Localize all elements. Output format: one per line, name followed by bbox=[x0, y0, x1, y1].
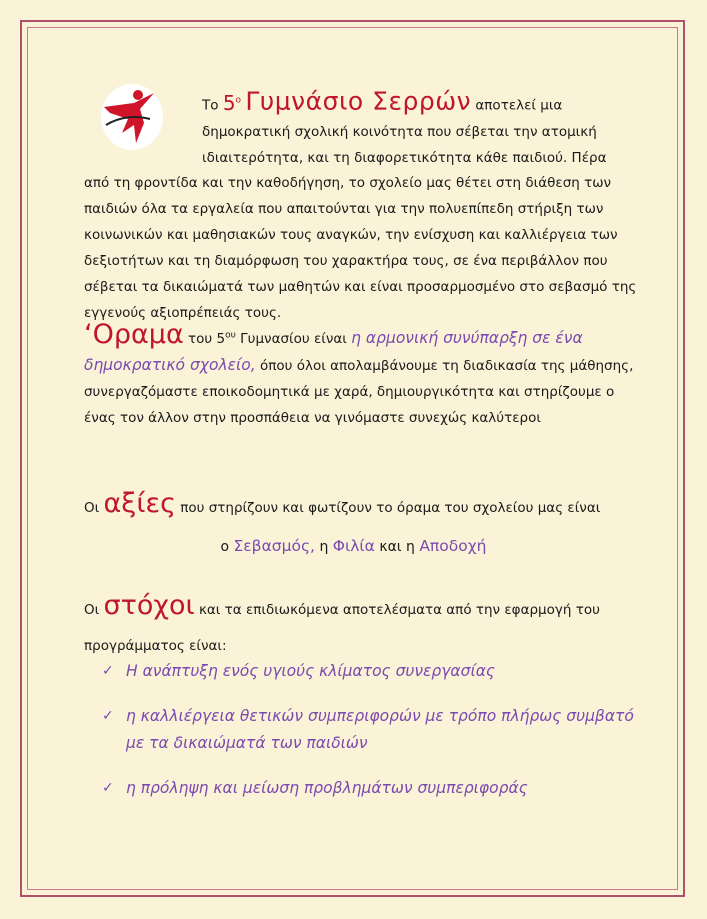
value-friendship: Φιλία bbox=[332, 537, 375, 555]
goals-prefix: Οι bbox=[84, 602, 100, 618]
goal-list bbox=[102, 658, 642, 802]
svg-text:5: 5 bbox=[142, 108, 149, 118]
intro-line2: δημοκρατική σχολική κοινότητα που σέβεται την ατομική bbox=[202, 123, 597, 140]
value-acceptance: Αποδοχή bbox=[419, 537, 487, 555]
values-eta1: η bbox=[319, 539, 329, 555]
school-logo-icon bbox=[100, 83, 164, 151]
intro-line1-end: αποτελεί μια bbox=[475, 97, 563, 114]
vision-sup: ου bbox=[225, 330, 236, 341]
values-prefix: Οι bbox=[84, 500, 100, 516]
values-list bbox=[0, 537, 707, 555]
intro-line3: ιδιαιτερότητα, και τη διαφορετικότητα κάθε παιδιού. Πέρα bbox=[202, 149, 607, 166]
check-icon: ✓ bbox=[102, 780, 114, 796]
goal-item bbox=[102, 658, 642, 685]
check-icon: ✓ bbox=[102, 663, 114, 679]
values-heading: αξίες bbox=[103, 488, 176, 519]
values-text: που στηρίζουν και φωτίζουν το όραμα του σχολείου μας είναι bbox=[180, 500, 601, 516]
goal-item bbox=[102, 703, 642, 757]
goals-text: και τα επιδιωκόμενα αποτελέσματα από την εφαρμογή του προγράμματος είναι: bbox=[84, 602, 600, 654]
vision-text2: Γυμνασίου είναι bbox=[235, 331, 352, 347]
intro-to: Το bbox=[202, 97, 219, 114]
value-respect: Σεβασμός, bbox=[233, 537, 315, 555]
vision-rest: όπου όλοι απολαμβάνουμε τη διαδικασία της μάθησης, συνεργαζόμαστε εποικοδομητικά με χαρά, δημιουργικότητα και στηρίζουμε ο ένας τον άλλον στην προσπάθεια να γινόμαστε συνεχώς καλύτεροι bbox=[84, 358, 634, 426]
vision-highlight: η αρμονική συνύπαρξη σε ένα δημοκρατικό σχολείο, bbox=[84, 329, 583, 374]
goal-text: Η ανάπτυξη ενός υγιούς κλίματος συνεργασίας bbox=[126, 662, 496, 680]
vision-text1: του 5 bbox=[183, 331, 226, 347]
school-name: Γυμνάσιο Σερρών bbox=[245, 86, 472, 116]
values-o: ο bbox=[220, 539, 230, 555]
goal-text: η πρόληψη και μείωση προβλημάτων συμπεριφοράς bbox=[126, 779, 528, 797]
values-eta2: η bbox=[406, 539, 415, 555]
check-icon: ✓ bbox=[102, 708, 114, 724]
vision-paragraph bbox=[84, 319, 644, 431]
goal-item bbox=[102, 775, 642, 802]
intro-paragraph-rest: από τη φροντίδα και την καθοδήγηση, το σχολείο μας θέτει στη διάθεση των παιδιών όλα τα εργαλεία που απαιτούνται για την πολυεπίπεδη στήριξη των κοινωνικών και μαθησιακών τους αναγκών, την ενίσχυση και καλλιέργεια των δεξιοτήτων και τη διαμόρφωση του χαρακτήρα τους, σε ένα περιβάλλον που σέβεται τα δικαιώματά των μαθητών και είναι προσαρμοσμένο στο σεβασμό της εγγενούς αξιοπρέπειάς τους. bbox=[84, 175, 637, 321]
goals-heading: στόχοι bbox=[103, 590, 195, 621]
goals-paragraph bbox=[84, 588, 644, 664]
intro-paragraph-top bbox=[202, 87, 642, 171]
goal-text: η καλλιέργεια θετικών συμπεριφορών με τρόπο πλήρως συμβατό με τα δικαιώματά των παιδιών bbox=[126, 707, 634, 752]
vision-heading: ‘Οραμα bbox=[84, 319, 184, 350]
values-paragraph bbox=[84, 485, 644, 527]
intro-five: $5^o$ bbox=[222, 90, 242, 115]
values-and: και bbox=[379, 539, 402, 555]
